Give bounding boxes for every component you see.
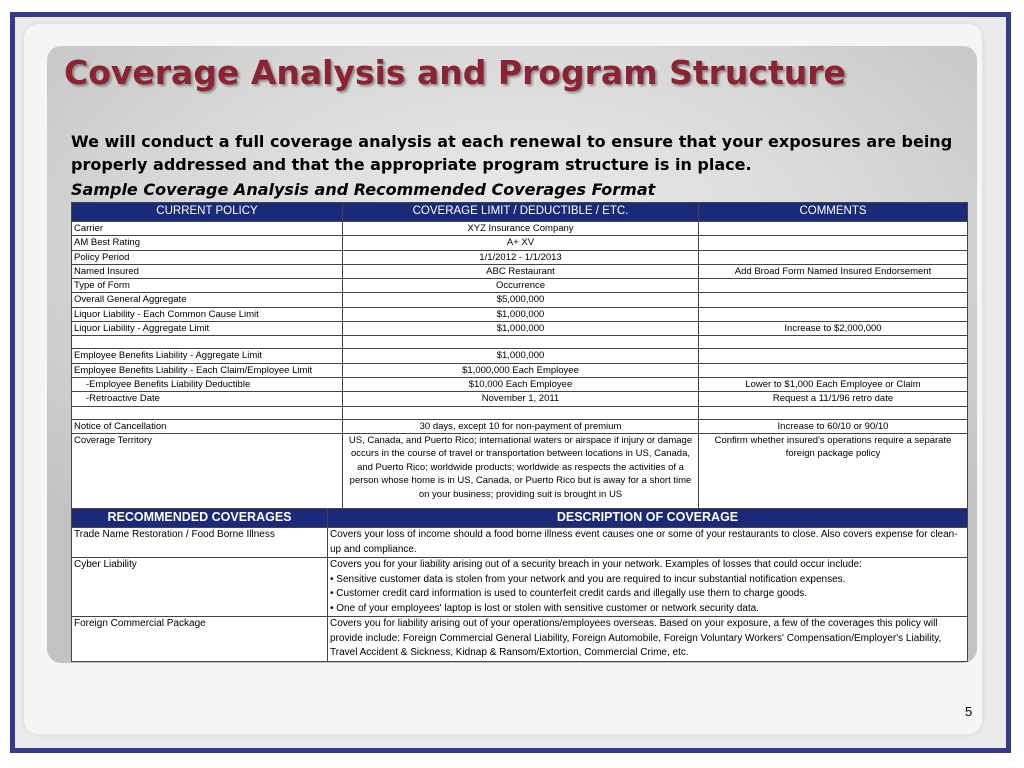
table-subtitle: Sample Coverage Analysis and Recommended Coverages Format	[71, 180, 656, 199]
table-row	[72, 377, 968, 391]
description-line: Covers you for liability arising out of your operations/employees overseas. Based on your exposure, a few of the coverages this policy will provide include: Foreign Commercial General Liability, Foreign Automobile, Foreign Voluntary Workers' Compensation/Employer's Liability, Travel Accident & Sickness, Kidnap & Ransom/Extortion, Commercial Crime, etc.	[330, 618, 942, 658]
policy-comment: Lower to $1,000 Each Employee or Claim	[699, 377, 968, 391]
table-row	[72, 236, 968, 250]
policy-comment	[699, 222, 968, 236]
page-number: 5	[965, 704, 973, 719]
policy-item: Liquor Liability - Aggregate Limit	[72, 322, 343, 336]
policy-item: Liquor Liability - Each Common Cause Limit	[72, 307, 343, 321]
table-row	[72, 264, 968, 278]
policy-comment	[699, 293, 968, 307]
policy-comment	[699, 307, 968, 321]
policy-item: Employee Benefits Liability - Each Claim/Employee Limit	[72, 363, 343, 377]
table-row	[72, 363, 968, 377]
table-header-row	[72, 509, 968, 528]
policy-item: AM Best Rating	[72, 236, 343, 250]
policy-limit: $5,000,000	[343, 293, 699, 307]
policy-item: Carrier	[72, 222, 343, 236]
policy-comment: Add Broad Form Named Insured Endorsement	[699, 264, 968, 278]
current-policy-table	[71, 202, 968, 515]
policy-item: Type of Form	[72, 279, 343, 293]
description-line: Covers your loss of income should a food borne illness event causes one or some of your restaurants to close. Also covers expense for clean-up and compliance.	[330, 529, 958, 555]
policy-limit: 1/1/2012 - 1/1/2013	[343, 250, 699, 264]
policy-limit: XYZ Insurance Company	[343, 222, 699, 236]
policy-comment: Increase to $2,000,000	[699, 322, 968, 336]
table-row	[72, 419, 968, 433]
policy-comment	[699, 406, 968, 419]
policy-limit: $1,000,000 Each Employee	[343, 363, 699, 377]
table-row	[72, 558, 968, 617]
coverage-description	[328, 558, 968, 617]
description-bullet: • Sensitive customer data is stolen from your network and you are required to incur substantial notification expenses.	[330, 573, 846, 585]
description-line: Covers you for your liability arising out of a security breach in your network. Examples of losses that could occur include:	[330, 559, 862, 570]
table-row	[72, 307, 968, 321]
policy-limit: $10,000 Each Employee	[343, 377, 699, 391]
policy-limit: November 1, 2011	[343, 392, 699, 406]
policy-comment	[699, 349, 968, 363]
table-row	[72, 293, 968, 307]
table-header-row	[72, 203, 968, 222]
policy-item: Policy Period	[72, 250, 343, 264]
policy-limit: $1,000,000	[343, 322, 699, 336]
intro-text: We will conduct a full coverage analysis at each renewal to ensure that your exposures are being properly addressed and that the appropriate program structure is in place.	[71, 132, 953, 174]
table-row	[72, 528, 968, 558]
table-row	[72, 250, 968, 264]
column-header: COVERAGE LIMIT / DEDUCTIBLE / ETC.	[343, 203, 699, 222]
page-title: Coverage Analysis and Program Structure	[64, 53, 846, 92]
policy-comment	[699, 363, 968, 377]
policy-comment	[699, 336, 968, 349]
policy-comment: Confirm whether insured's operations require a separate foreign package policy	[699, 433, 968, 514]
policy-item	[72, 336, 343, 349]
policy-limit: Occurrence	[343, 279, 699, 293]
table-row	[72, 279, 968, 293]
policy-item: Notice of Cancellation	[72, 419, 343, 433]
policy-limit: $1,000,000	[343, 307, 699, 321]
coverage-name: Foreign Commercial Package	[72, 617, 328, 662]
policy-item: Employee Benefits Liability - Aggregate Limit	[72, 349, 343, 363]
column-header: RECOMMENDED COVERAGES	[72, 509, 328, 528]
table-row	[72, 349, 968, 363]
policy-limit	[343, 336, 699, 349]
policy-limit	[343, 406, 699, 419]
policy-comment	[699, 250, 968, 264]
coverage-description	[328, 617, 968, 662]
policy-comment: Increase to 60/10 or 90/10	[699, 419, 968, 433]
policy-item	[72, 406, 343, 419]
policy-comment: Request a 11/1/96 retro date	[699, 392, 968, 406]
policy-limit: $1,000,000	[343, 349, 699, 363]
description-bullet: • One of your employees' laptop is lost or stolen with sensitive customer or network security data.	[330, 602, 759, 614]
table-row	[72, 392, 968, 406]
column-header: CURRENT POLICY	[72, 203, 343, 222]
table-row	[72, 617, 968, 662]
table-row	[72, 433, 968, 514]
policy-limit: 30 days, except 10 for non-payment of premium	[343, 419, 699, 433]
recommended-coverages-table	[71, 508, 968, 662]
policy-item: Overall General Aggregate	[72, 293, 343, 307]
table-row-blank	[72, 406, 968, 419]
table-row	[72, 222, 968, 236]
policy-item: -Employee Benefits Liability Deductible	[72, 377, 343, 391]
table-row-blank	[72, 336, 968, 349]
table-row	[72, 322, 968, 336]
policy-comment	[699, 236, 968, 250]
description-bullet: • Customer credit card information is used to counterfeit credit cards and illegally use them to charge goods.	[330, 588, 808, 599]
column-header: COMMENTS	[699, 203, 968, 222]
policy-item: Named Insured	[72, 264, 343, 278]
policy-item: Coverage Territory	[72, 433, 343, 514]
policy-limit: US, Canada, and Puerto Rico; international waters or airspace if injury or damage occurs in the course of travel or transportation between locations in US, Canada, and Puerto Rico; worldwide products; worldwide as respects the activities of a person whose home is in US, Canada, or Puerto Rico but is away for a short time on your business; providing suit is brought in US	[343, 433, 699, 514]
coverage-description	[328, 528, 968, 558]
coverage-name: Trade Name Restoration / Food Borne Illness	[72, 528, 328, 558]
policy-item: -Retroactive Date	[72, 392, 343, 406]
policy-comment	[699, 279, 968, 293]
policy-limit: A+ XV	[343, 236, 699, 250]
column-header: DESCRIPTION OF COVERAGE	[328, 509, 968, 528]
coverage-name: Cyber Liability	[72, 558, 328, 617]
policy-limit: ABC Restaurant	[343, 264, 699, 278]
